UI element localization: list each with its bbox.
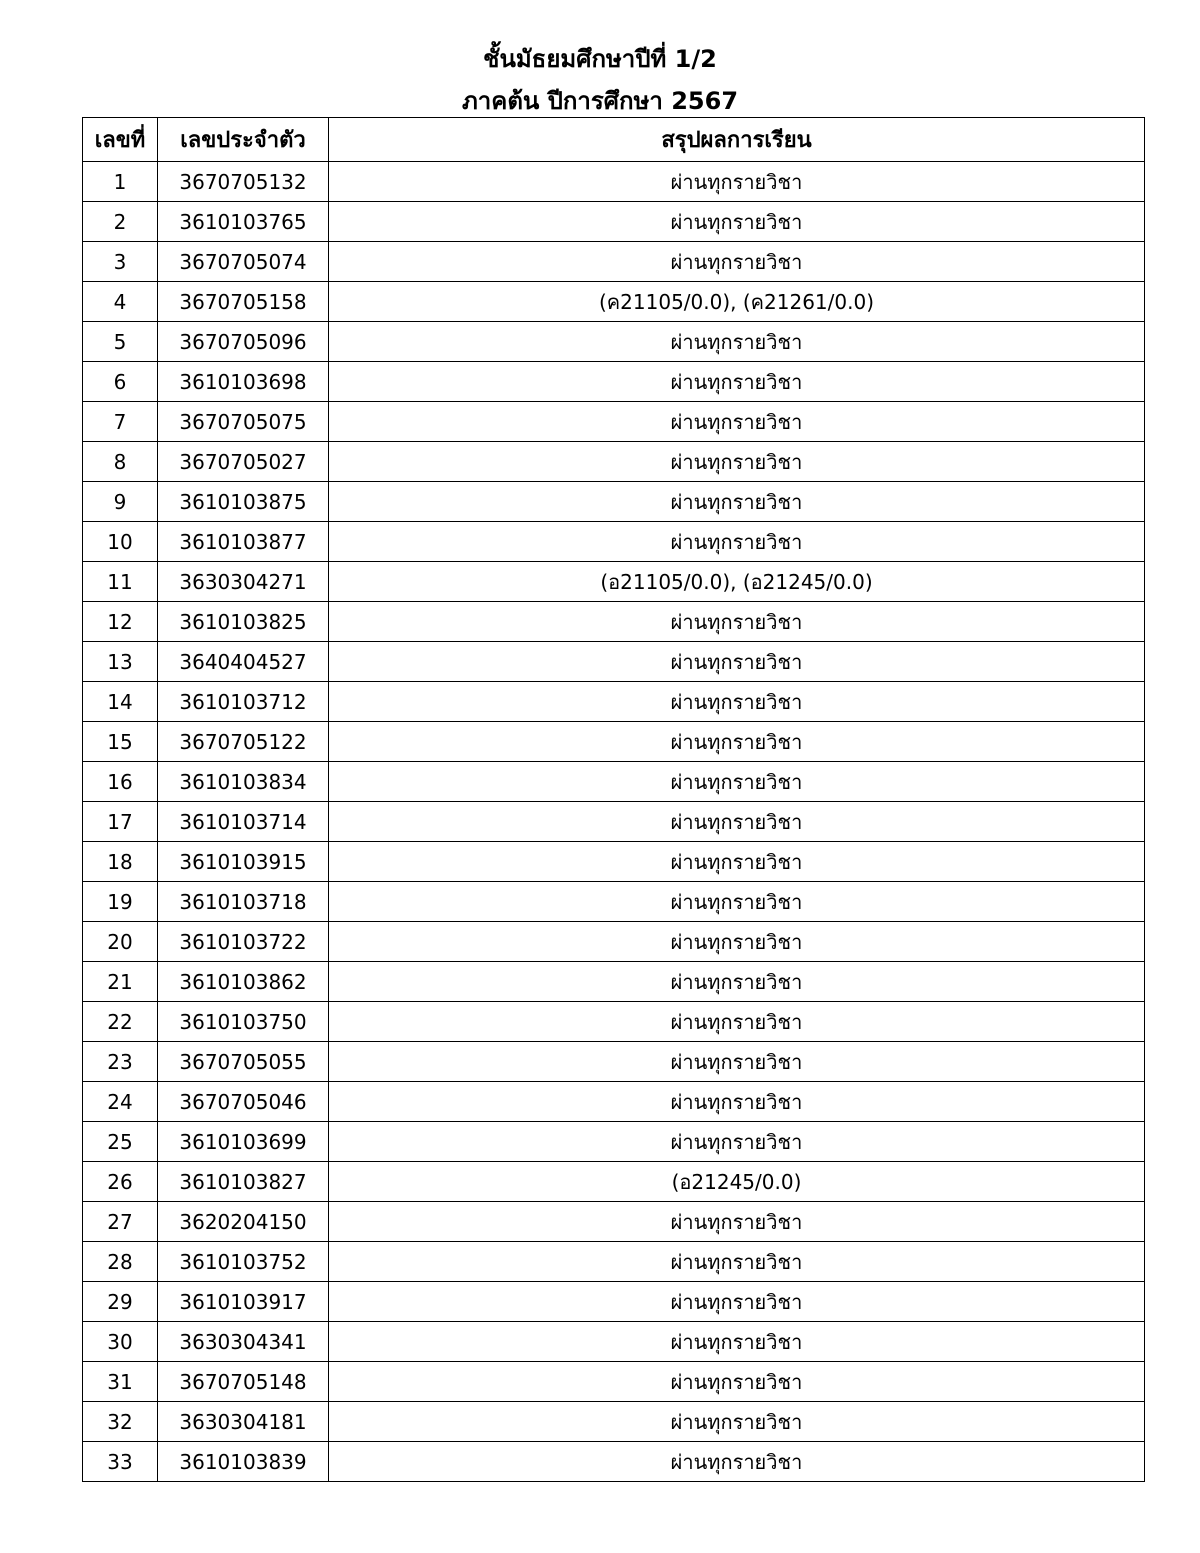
row-number: 17 bbox=[83, 802, 158, 842]
table-row bbox=[83, 962, 1145, 1002]
row-result: ผ่านทุกรายวิชา bbox=[329, 842, 1145, 882]
header-result-summary: สรุปผลการเรียน bbox=[329, 118, 1145, 162]
row-student-id: 3610103839 bbox=[158, 1442, 329, 1482]
table-row bbox=[83, 242, 1145, 282]
results-table bbox=[82, 117, 1145, 1482]
row-result: ผ่านทุกรายวิชา bbox=[329, 202, 1145, 242]
row-result: ผ่านทุกรายวิชา bbox=[329, 322, 1145, 362]
row-number: 23 bbox=[83, 1042, 158, 1082]
row-student-id: 3610103699 bbox=[158, 1122, 329, 1162]
row-student-id: 3610103712 bbox=[158, 682, 329, 722]
row-number: 29 bbox=[83, 1282, 158, 1322]
header-number: เลขที่ bbox=[83, 118, 158, 162]
row-result: ผ่านทุกรายวิชา bbox=[329, 1362, 1145, 1402]
document-title: ชั้นมัธยมศึกษาปีที่ 1/2 bbox=[483, 45, 717, 73]
row-result: ผ่านทุกรายวิชา bbox=[329, 882, 1145, 922]
table-row bbox=[83, 1122, 1145, 1162]
row-number: 33 bbox=[83, 1442, 158, 1482]
table-row bbox=[83, 522, 1145, 562]
row-result: ผ่านทุกรายวิชา bbox=[329, 1322, 1145, 1362]
table-row bbox=[83, 1362, 1145, 1402]
row-number: 15 bbox=[83, 722, 158, 762]
row-number: 30 bbox=[83, 1322, 158, 1362]
row-result: ผ่านทุกรายวิชา bbox=[329, 1402, 1145, 1442]
row-number: 4 bbox=[83, 282, 158, 322]
row-result: ผ่านทุกรายวิชา bbox=[329, 802, 1145, 842]
header-row bbox=[83, 118, 1145, 162]
row-number: 10 bbox=[83, 522, 158, 562]
table-row bbox=[83, 482, 1145, 522]
row-number: 5 bbox=[83, 322, 158, 362]
table-row bbox=[83, 402, 1145, 442]
row-result: ผ่านทุกรายวิชา bbox=[329, 1122, 1145, 1162]
table-row bbox=[83, 1202, 1145, 1242]
table-row bbox=[83, 842, 1145, 882]
row-result: ผ่านทุกรายวิชา bbox=[329, 1202, 1145, 1242]
row-result: ผ่านทุกรายวิชา bbox=[329, 722, 1145, 762]
row-student-id: 3670705096 bbox=[158, 322, 329, 362]
header-student-id: เลขประจำตัว bbox=[158, 118, 329, 162]
table-row bbox=[83, 1282, 1145, 1322]
row-student-id: 3630304341 bbox=[158, 1322, 329, 1362]
row-result: ผ่านทุกรายวิชา bbox=[329, 162, 1145, 202]
table-row bbox=[83, 1162, 1145, 1202]
row-result: ผ่านทุกรายวิชา bbox=[329, 402, 1145, 442]
row-result: (ค21105/0.0), (ค21261/0.0) bbox=[329, 282, 1145, 322]
row-number: 13 bbox=[83, 642, 158, 682]
row-student-id: 3630304271 bbox=[158, 562, 329, 602]
row-result: ผ่านทุกรายวิชา bbox=[329, 1042, 1145, 1082]
row-number: 31 bbox=[83, 1362, 158, 1402]
row-student-id: 3610103765 bbox=[158, 202, 329, 242]
row-student-id: 3610103877 bbox=[158, 522, 329, 562]
table-body bbox=[83, 162, 1145, 1482]
table-row bbox=[83, 762, 1145, 802]
row-result: ผ่านทุกรายวิชา bbox=[329, 482, 1145, 522]
row-student-id: 3670705148 bbox=[158, 1362, 329, 1402]
row-result: ผ่านทุกรายวิชา bbox=[329, 362, 1145, 402]
row-result: ผ่านทุกรายวิชา bbox=[329, 242, 1145, 282]
row-number: 9 bbox=[83, 482, 158, 522]
row-student-id: 3610103752 bbox=[158, 1242, 329, 1282]
row-number: 19 bbox=[83, 882, 158, 922]
row-student-id: 3610103862 bbox=[158, 962, 329, 1002]
row-number: 27 bbox=[83, 1202, 158, 1242]
table-row bbox=[83, 1002, 1145, 1042]
table-row bbox=[83, 642, 1145, 682]
row-student-id: 3610103875 bbox=[158, 482, 329, 522]
table-row bbox=[83, 442, 1145, 482]
row-number: 28 bbox=[83, 1242, 158, 1282]
row-result: ผ่านทุกรายวิชา bbox=[329, 1242, 1145, 1282]
table-row bbox=[83, 922, 1145, 962]
row-number: 12 bbox=[83, 602, 158, 642]
table-row bbox=[83, 1242, 1145, 1282]
table-row bbox=[83, 202, 1145, 242]
row-number: 11 bbox=[83, 562, 158, 602]
row-result: ผ่านทุกรายวิชา bbox=[329, 1282, 1145, 1322]
row-number: 6 bbox=[83, 362, 158, 402]
row-result: ผ่านทุกรายวิชา bbox=[329, 1442, 1145, 1482]
row-student-id: 3630304181 bbox=[158, 1402, 329, 1442]
table-row bbox=[83, 1402, 1145, 1442]
row-number: 21 bbox=[83, 962, 158, 1002]
row-student-id: 3640404527 bbox=[158, 642, 329, 682]
row-result: ผ่านทุกรายวิชา bbox=[329, 442, 1145, 482]
row-student-id: 3610103915 bbox=[158, 842, 329, 882]
row-student-id: 3670705055 bbox=[158, 1042, 329, 1082]
table-row bbox=[83, 282, 1145, 322]
row-result: ผ่านทุกรายวิชา bbox=[329, 682, 1145, 722]
row-number: 3 bbox=[83, 242, 158, 282]
row-number: 26 bbox=[83, 1162, 158, 1202]
row-result: ผ่านทุกรายวิชา bbox=[329, 1082, 1145, 1122]
row-student-id: 3670705132 bbox=[158, 162, 329, 202]
row-student-id: 3670705074 bbox=[158, 242, 329, 282]
row-number: 8 bbox=[83, 442, 158, 482]
row-number: 1 bbox=[83, 162, 158, 202]
row-number: 24 bbox=[83, 1082, 158, 1122]
row-student-id: 3610103917 bbox=[158, 1282, 329, 1322]
row-number: 25 bbox=[83, 1122, 158, 1162]
table-row bbox=[83, 802, 1145, 842]
row-result: ผ่านทุกรายวิชา bbox=[329, 762, 1145, 802]
row-result: (อ21105/0.0), (อ21245/0.0) bbox=[329, 562, 1145, 602]
row-student-id: 3620204150 bbox=[158, 1202, 329, 1242]
row-result: ผ่านทุกรายวิชา bbox=[329, 522, 1145, 562]
row-number: 18 bbox=[83, 842, 158, 882]
table-row bbox=[83, 1042, 1145, 1082]
row-student-id: 3610103825 bbox=[158, 602, 329, 642]
row-student-id: 3610103827 bbox=[158, 1162, 329, 1202]
row-student-id: 3610103714 bbox=[158, 802, 329, 842]
row-result: ผ่านทุกรายวิชา bbox=[329, 922, 1145, 962]
row-student-id: 3670705075 bbox=[158, 402, 329, 442]
table-row bbox=[83, 322, 1145, 362]
row-student-id: 3610103698 bbox=[158, 362, 329, 402]
table-row bbox=[83, 722, 1145, 762]
row-student-id: 3670705027 bbox=[158, 442, 329, 482]
row-result: (อ21245/0.0) bbox=[329, 1162, 1145, 1202]
row-number: 20 bbox=[83, 922, 158, 962]
row-number: 22 bbox=[83, 1002, 158, 1042]
table-row bbox=[83, 882, 1145, 922]
row-result: ผ่านทุกรายวิชา bbox=[329, 1002, 1145, 1042]
table-row bbox=[83, 162, 1145, 202]
row-student-id: 3670705046 bbox=[158, 1082, 329, 1122]
table-row bbox=[83, 1322, 1145, 1362]
row-result: ผ่านทุกรายวิชา bbox=[329, 642, 1145, 682]
table-row bbox=[83, 362, 1145, 402]
row-student-id: 3610103718 bbox=[158, 882, 329, 922]
table-row bbox=[83, 1082, 1145, 1122]
table-row bbox=[83, 1442, 1145, 1482]
table-row bbox=[83, 682, 1145, 722]
row-student-id: 3610103750 bbox=[158, 1002, 329, 1042]
row-number: 14 bbox=[83, 682, 158, 722]
table-row bbox=[83, 602, 1145, 642]
row-number: 16 bbox=[83, 762, 158, 802]
row-number: 32 bbox=[83, 1402, 158, 1442]
table-header bbox=[83, 118, 1145, 162]
row-student-id: 3610103834 bbox=[158, 762, 329, 802]
row-result: ผ่านทุกรายวิชา bbox=[329, 602, 1145, 642]
row-student-id: 3670705158 bbox=[158, 282, 329, 322]
row-student-id: 3670705122 bbox=[158, 722, 329, 762]
document-subtitle: ภาคต้น ปีการศึกษา 2567 bbox=[461, 87, 739, 115]
row-result: ผ่านทุกรายวิชา bbox=[329, 962, 1145, 1002]
row-number: 7 bbox=[83, 402, 158, 442]
table-row bbox=[83, 562, 1145, 602]
row-student-id: 3610103722 bbox=[158, 922, 329, 962]
row-number: 2 bbox=[83, 202, 158, 242]
